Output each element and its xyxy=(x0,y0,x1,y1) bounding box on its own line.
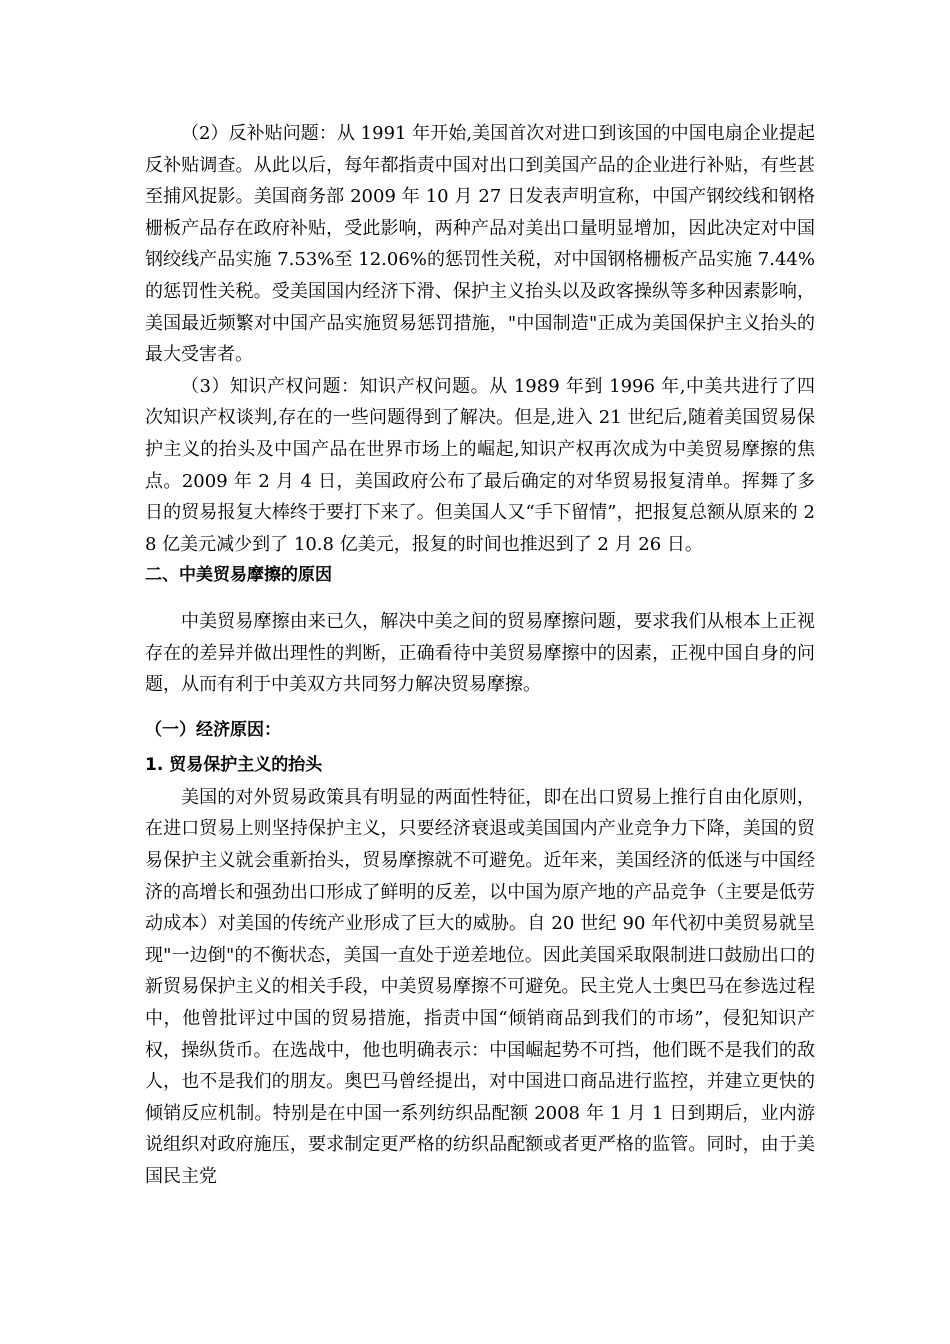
paragraph-anti-subsidy: （2）反补贴问题：从 1991 年开始,美国首次对进口到该国的中国电扇企业提起反补贴调查。从此以后，每年都指责中国对出口到美国产品的企业进行补贴，有些甚至捕风捉影。美国商务部 2009 年 10 月 27 日发表声明宣称，中国产钢绞线和钢格栅板产品存在政府补贴，受此影响，两种产品对美出口量明显增加，因此决定对中国钢绞线产品实施 7.53%至 12.06%的惩罚性关税，对中国钢格栅板产品实施 7.44%的惩罚性关税。受美国国内经济下滑、保护主义抬头以及政客操纵等多种因素影响，美国最近频繁对中国产品实施贸易惩罚措施，"中国制造"正成为美国保护主义抬头的最大受害者。 xyxy=(145,123,815,366)
paragraph-intellectual-property: （3）知识产权问题：知识产权问题。从 1989 年到 1996 年,中美共进行了四次知识产权谈判,存在的一些问题得到了解决。但是,进入 21 世纪后,随着美国贸易保护主义的抬头及中国产品在世界市场上的崛起,知识产权再次成为中美贸易摩擦的焦点。2009 年 2 月 4 日，美国政府公布了最后确定的对华贸易报复清单。挥舞了多日的贸易报复大棒终于要打下来了。但美国人又“手下留情”，把报复总额从原来的 28 亿美元减少到了 10.8 亿美元，报复的时间也推迟到了 2 月 26 日。 xyxy=(145,375,815,555)
section-heading-causes: 二、中美贸易摩擦的原因 xyxy=(145,565,332,586)
paragraph-protectionism: 美国的对外贸易政策具有明显的两面性特征，即在出口贸易上推行自由化原则，在进口贸易上则坚持保护主义，只要经济衰退或美国国内产业竞争力下降，美国的贸易保护主义就会重新抬头，贸易摩擦就不可避免。近年来，美国经济的低迷与中国经济的高增长和强劲出口形成了鲜明的反差，以中国为原产地的产品竞争（主要是低劳动成本）对美国的传统产业形成了巨大的威胁。自 20 世纪 90 年代初中美贸易就呈现"一边倒"的不衡状态，美国一直处于逆差地位。因此美国采取限制进口鼓励出口的新贸易保护主义的相关手段，中美贸易摩擦不可避免。民主党人士奥巴马在参选过程中，他曾批评过中国的贸易措施，指责中国“倾销商品到我们的市场”，侵犯知识产权，操纵货币。在选战中，他也明确表示：中国崛起势不可挡，他们既不是我们的敌人，也不是我们的朋友。奥巴马曾经提出，对中国进口商品进行监控，并建立更快的倾销反应机制。特别是在中国一系列纺织品配额 2008 年 1 月 1 日到期后，业内游说组织对政府施压，要求制定更严格的纺织品配额或者更严格的监管。同时，由于美国民主党 xyxy=(145,786,815,1187)
paragraph-causes-intro: 中美贸易摩擦由来已久，解决中美之间的贸易摩擦问题，要求我们从根本上正视存在的差异并做出理性的判断，正确看待中美贸易摩擦中的因素，正视中国自身的问题，从而有利于中美双方共同努力解决贸易摩擦。 xyxy=(145,610,815,696)
subsection-heading-protectionism: 1. 贸易保护主义的抬头 xyxy=(145,755,323,776)
document-page xyxy=(145,118,815,1193)
subsection-heading-economic: （一）经济原因： xyxy=(145,719,281,740)
